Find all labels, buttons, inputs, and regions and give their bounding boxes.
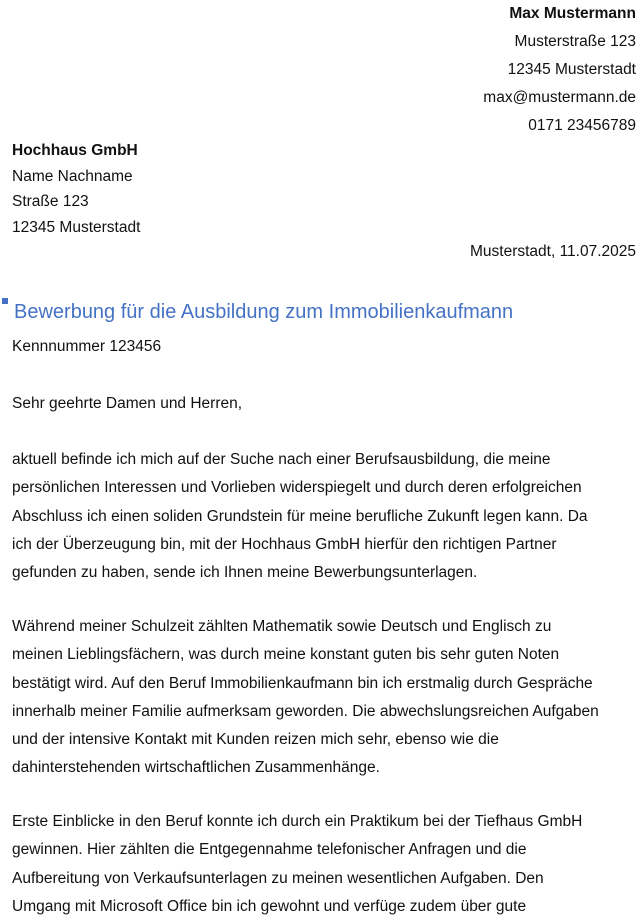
paragraph-line: Erste Einblicke in den Beruf konnte ich durch ein Praktikum bei der Tiefhaus GmbH bbox=[12, 813, 583, 830]
sender-phone: 0171 23456789 bbox=[528, 117, 636, 134]
salutation: Sehr geehrte Damen und Herren, bbox=[12, 395, 243, 412]
body-paragraph-1 bbox=[12, 446, 632, 587]
paragraph-line: aktuell befinde ich mich auf der Suche nach einer Berufsausbildung, die meine bbox=[12, 451, 551, 468]
sender-address-block bbox=[483, 0, 636, 140]
subject-marker-square bbox=[2, 298, 8, 304]
paragraph-line: persönlichen Interessen und Vorlieben widerspiegelt und durch deren erfolgreichen bbox=[12, 479, 582, 497]
paragraph-line: innerhalb meiner Familie aufmerksam geworden. Die abwechslungsreichen Aufgaben bbox=[12, 702, 599, 720]
recipient-street: Straße 123 bbox=[12, 193, 89, 210]
paragraph-line: Umgang mit Microsoft Office bin ich gewohnt und verfüge zudem über gute bbox=[12, 897, 527, 915]
sender-city: 12345 Musterstadt bbox=[507, 61, 636, 78]
letter-date: Musterstadt, 11.07.2025 bbox=[469, 243, 636, 260]
sender-email: max@mustermann.de bbox=[483, 89, 636, 106]
body-paragraph-2 bbox=[12, 613, 632, 783]
paragraph-line: gewinnen. Hier zählten die Entgegennahme telefonischer Anfragen und die bbox=[12, 841, 527, 859]
subject-heading: Bewerbung für die Ausbildung zum Immobilienkaufmann bbox=[14, 301, 514, 323]
reference-number: Kennnummer 123456 bbox=[12, 338, 162, 355]
recipient-company: Hochhaus GmbH bbox=[12, 142, 138, 159]
paragraph-line: Aufbereitung von Verkaufsunterlagen zu meinen wesentlichen Aufgaben. Den bbox=[12, 869, 544, 887]
paragraph-line: meinen Lieblingsfächern, was durch meine konstant guten bis sehr guten Noten bbox=[12, 646, 560, 664]
body-paragraph-3 bbox=[12, 808, 632, 921]
paragraph-line: Während meiner Schulzeit zählten Mathematik sowie Deutsch und Englisch zu bbox=[12, 618, 552, 635]
sender-street: Musterstraße 123 bbox=[514, 33, 636, 50]
paragraph-line: Abschluss ich einen soliden Grundstein für meine berufliche Zukunft legen kann. Da bbox=[12, 507, 588, 525]
recipient-contact: Name Nachname bbox=[12, 167, 133, 185]
recipient-city: 12345 Musterstadt bbox=[12, 218, 141, 236]
paragraph-line: dahinterstehenden wirtschaftlichen Zusammenhänge. bbox=[12, 759, 380, 777]
sender-name: Max Mustermann bbox=[509, 5, 636, 22]
paragraph-line: gefunden zu haben, sende ich Ihnen meine Bewerbungsunterlagen. bbox=[12, 564, 478, 582]
paragraph-line: ich der Überzeugung bin, mit der Hochhaus GmbH hierfür den richtigen Partner bbox=[12, 535, 557, 553]
paragraph-line: und der intensive Kontakt mit Kunden reizen mich sehr, ebenso wie die bbox=[12, 731, 499, 749]
paragraph-line: bestätigt wird. Auf den Beruf Immobilienkaufmann bin ich erstmalig durch Gespräche bbox=[12, 674, 593, 692]
recipient-address-block bbox=[12, 138, 140, 240]
